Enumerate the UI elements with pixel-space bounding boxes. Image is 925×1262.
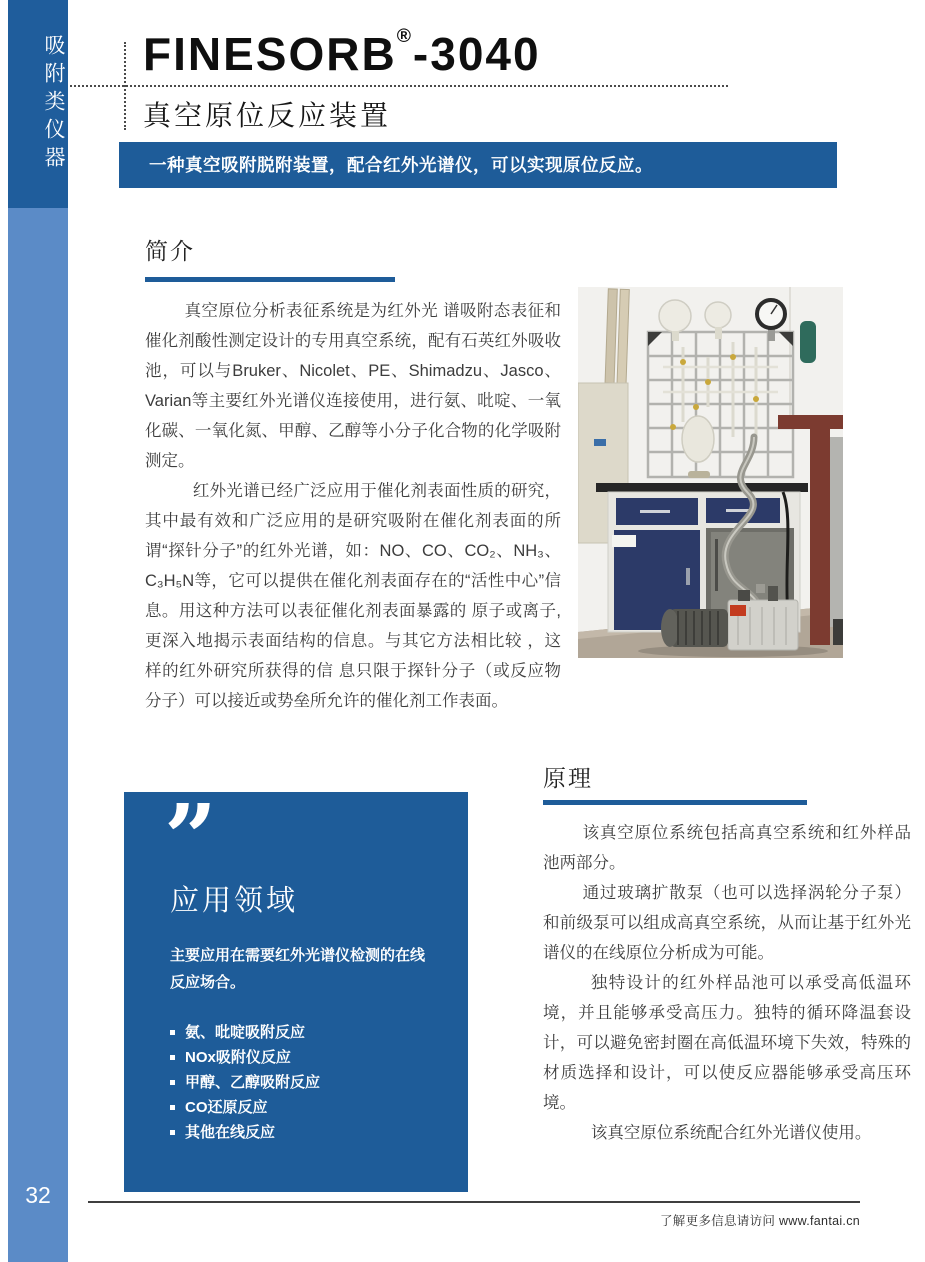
principle-paragraph: 该真空原位系统包括高真空系统和红外样品池两部分。 (543, 824, 911, 872)
principle-paragraph: 通过玻璃扩散泵（也可以选择涡轮分子泵）和前级泵可以组成高真空系统，从而让基于红外光谱仪的在线原位分析成为可能。 (543, 884, 911, 962)
applications-description: 主要应用在需要红外光谱仪检测的在线反应场合。 (170, 947, 426, 991)
intro-heading-underline (145, 277, 395, 282)
list-item (170, 1095, 320, 1120)
bullet-icon (170, 1105, 175, 1110)
list-item (170, 1045, 320, 1070)
list-item-label: 氨、吡啶吸附反应 (185, 1024, 306, 1041)
sidebar-lower-band (8, 208, 68, 1262)
intro-body (145, 296, 561, 716)
product-name: FINESORB (143, 28, 397, 80)
list-item-label: CO还原反应 (185, 1099, 268, 1116)
applications-panel (124, 784, 468, 1192)
dotted-rule-horizontal (70, 85, 728, 87)
bullet-icon (170, 1130, 175, 1135)
applications-heading: 应用领域 (170, 885, 299, 917)
list-item-label: NOx吸附仪反应 (185, 1049, 291, 1066)
list-item-label: 其他在线反应 (185, 1124, 276, 1141)
footer-link[interactable]: 了解更多信息请访问 www.fantai.cn (660, 1214, 860, 1228)
sidebar-category-band (8, 0, 68, 208)
bullet-icon (170, 1055, 175, 1060)
product-subtitle: 真空原位反应装置 (143, 100, 392, 131)
apparatus-photo-illustration (578, 287, 843, 658)
page-number: 32 (25, 1182, 51, 1208)
tagline-banner: 一种真空吸附脱附装置，配合红外光谱仪，可以实现原位反应。 (119, 142, 837, 188)
principle-body (543, 818, 911, 1148)
intro-paragraph: 真空原位分析表征系统是为红外光 谱吸附态表征和催化剂酸性测定设计的专用真空系统，配有石英红外吸收池，可以与Bruker、Nicolet、PE、Shimadzu、Jasco、Varian等主要红外光谱仪连接使用，进行氨、吡啶、一氧化碳、一氧化氮、甲醇、乙醇等小分子化合物的化学吸附测定。 (145, 302, 561, 470)
quote-icon: ” (164, 784, 217, 892)
principle-heading-underline (543, 800, 807, 805)
dotted-rule-vertical (124, 42, 126, 130)
list-item-label: 甲醇、乙醇吸附反应 (185, 1074, 321, 1091)
principle-heading: 原理 (543, 765, 593, 791)
category-label: 吸附类仪器 (42, 34, 65, 174)
registered-trademark-mark: ® (396, 26, 413, 47)
applications-list (170, 1020, 320, 1145)
intro-heading: 简介 (145, 238, 195, 264)
list-item (170, 1070, 320, 1095)
principle-paragraph: 该真空原位系统配合红外光谱仪使用。 (590, 1124, 872, 1142)
apparatus-photo (578, 287, 843, 658)
intro-paragraph: 红外光谱已经广泛应用于催化剂表面性质的研究，其中最有效和广泛应用的是研究吸附在催化剂表面的所谓“探针分子”的红外光谱，如：NO、CO、CO₂、NH₃、C₃H₅N等，它可以提供在催化剂表面存在的“活性中心”信息。用这种方法可以表征催化剂表面暴露的 原子或离子,更深入地揭示表面结构的信息。与其它方法相比较 ，这样的红外研究所获得的信 息只限于探针分子（或反应物分子）可以接近或势垒所允许的催化剂工作表面。 (145, 482, 561, 710)
bullet-icon (170, 1080, 175, 1085)
footer-rule (88, 1201, 860, 1203)
product-title (143, 26, 541, 81)
product-model: -3040 (412, 28, 541, 80)
wall-fixture (800, 321, 816, 363)
list-item (170, 1020, 320, 1045)
principle-paragraph: 独特设计的红外样品池可以承受高低温环境，并且能够承受高压力。独特的循环降温套设计，可以避免密封圈在高低温环境下失效，特殊的材质选择和设计，可以使反应器能够承受高压环境。 (543, 974, 911, 1112)
bullet-icon (170, 1030, 175, 1035)
list-item (170, 1120, 320, 1145)
